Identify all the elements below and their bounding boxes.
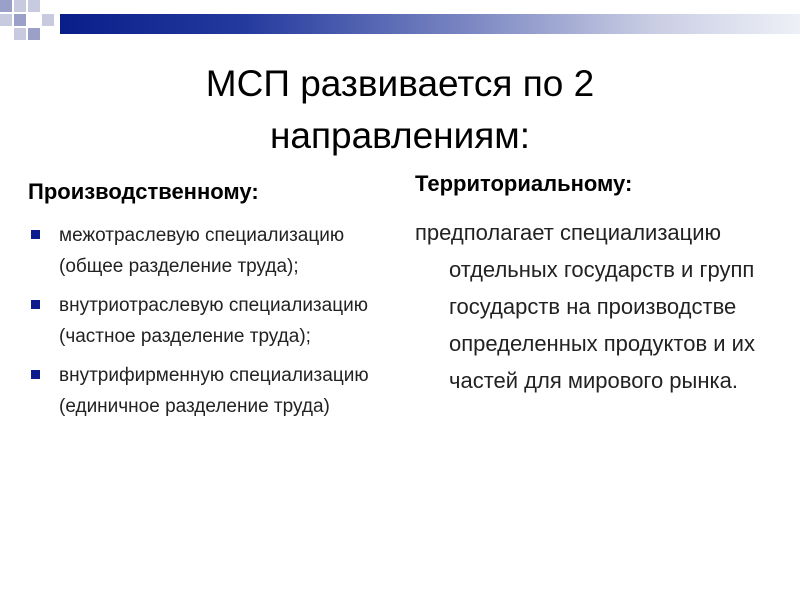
right-column-heading: Территориальному: (415, 171, 633, 196)
list-item-text: внутриотраслевую специализацию (частное разделение труда); (59, 295, 368, 347)
bullet-square-icon (31, 370, 40, 379)
bullet-square-icon (31, 300, 40, 309)
list-item-text: внутрифирменную специализацию (единичное разделение труда) (59, 365, 369, 417)
list-item (28, 360, 388, 422)
slide-title (0, 58, 800, 162)
slide-title-line-2: направлениям: (269, 115, 531, 156)
header-gradient-bar (60, 14, 800, 34)
header-decoration (0, 0, 800, 48)
slide-title-line-1: МСП развивается по 2 (205, 63, 595, 104)
decor-square (0, 0, 12, 12)
left-column-heading: Производственному: (28, 179, 259, 204)
decor-square (14, 0, 26, 12)
right-column-text: предполагает специализацию отдельных государств и групп государств на производстве определенных продуктов и их частей для мирового рынка. (415, 220, 755, 393)
decor-square (14, 28, 26, 40)
bullet-square-icon (31, 230, 40, 239)
decor-square (28, 28, 40, 40)
decor-square (14, 14, 26, 26)
left-bullet-list (28, 220, 388, 422)
list-item (28, 220, 388, 282)
decor-square (28, 0, 40, 12)
right-column (415, 164, 785, 399)
list-item (28, 290, 388, 352)
decor-square (0, 14, 12, 26)
list-item-text: межотраслевую специализацию (общее разделение труда); (59, 225, 345, 277)
left-column (28, 172, 388, 430)
decor-square (42, 14, 54, 26)
